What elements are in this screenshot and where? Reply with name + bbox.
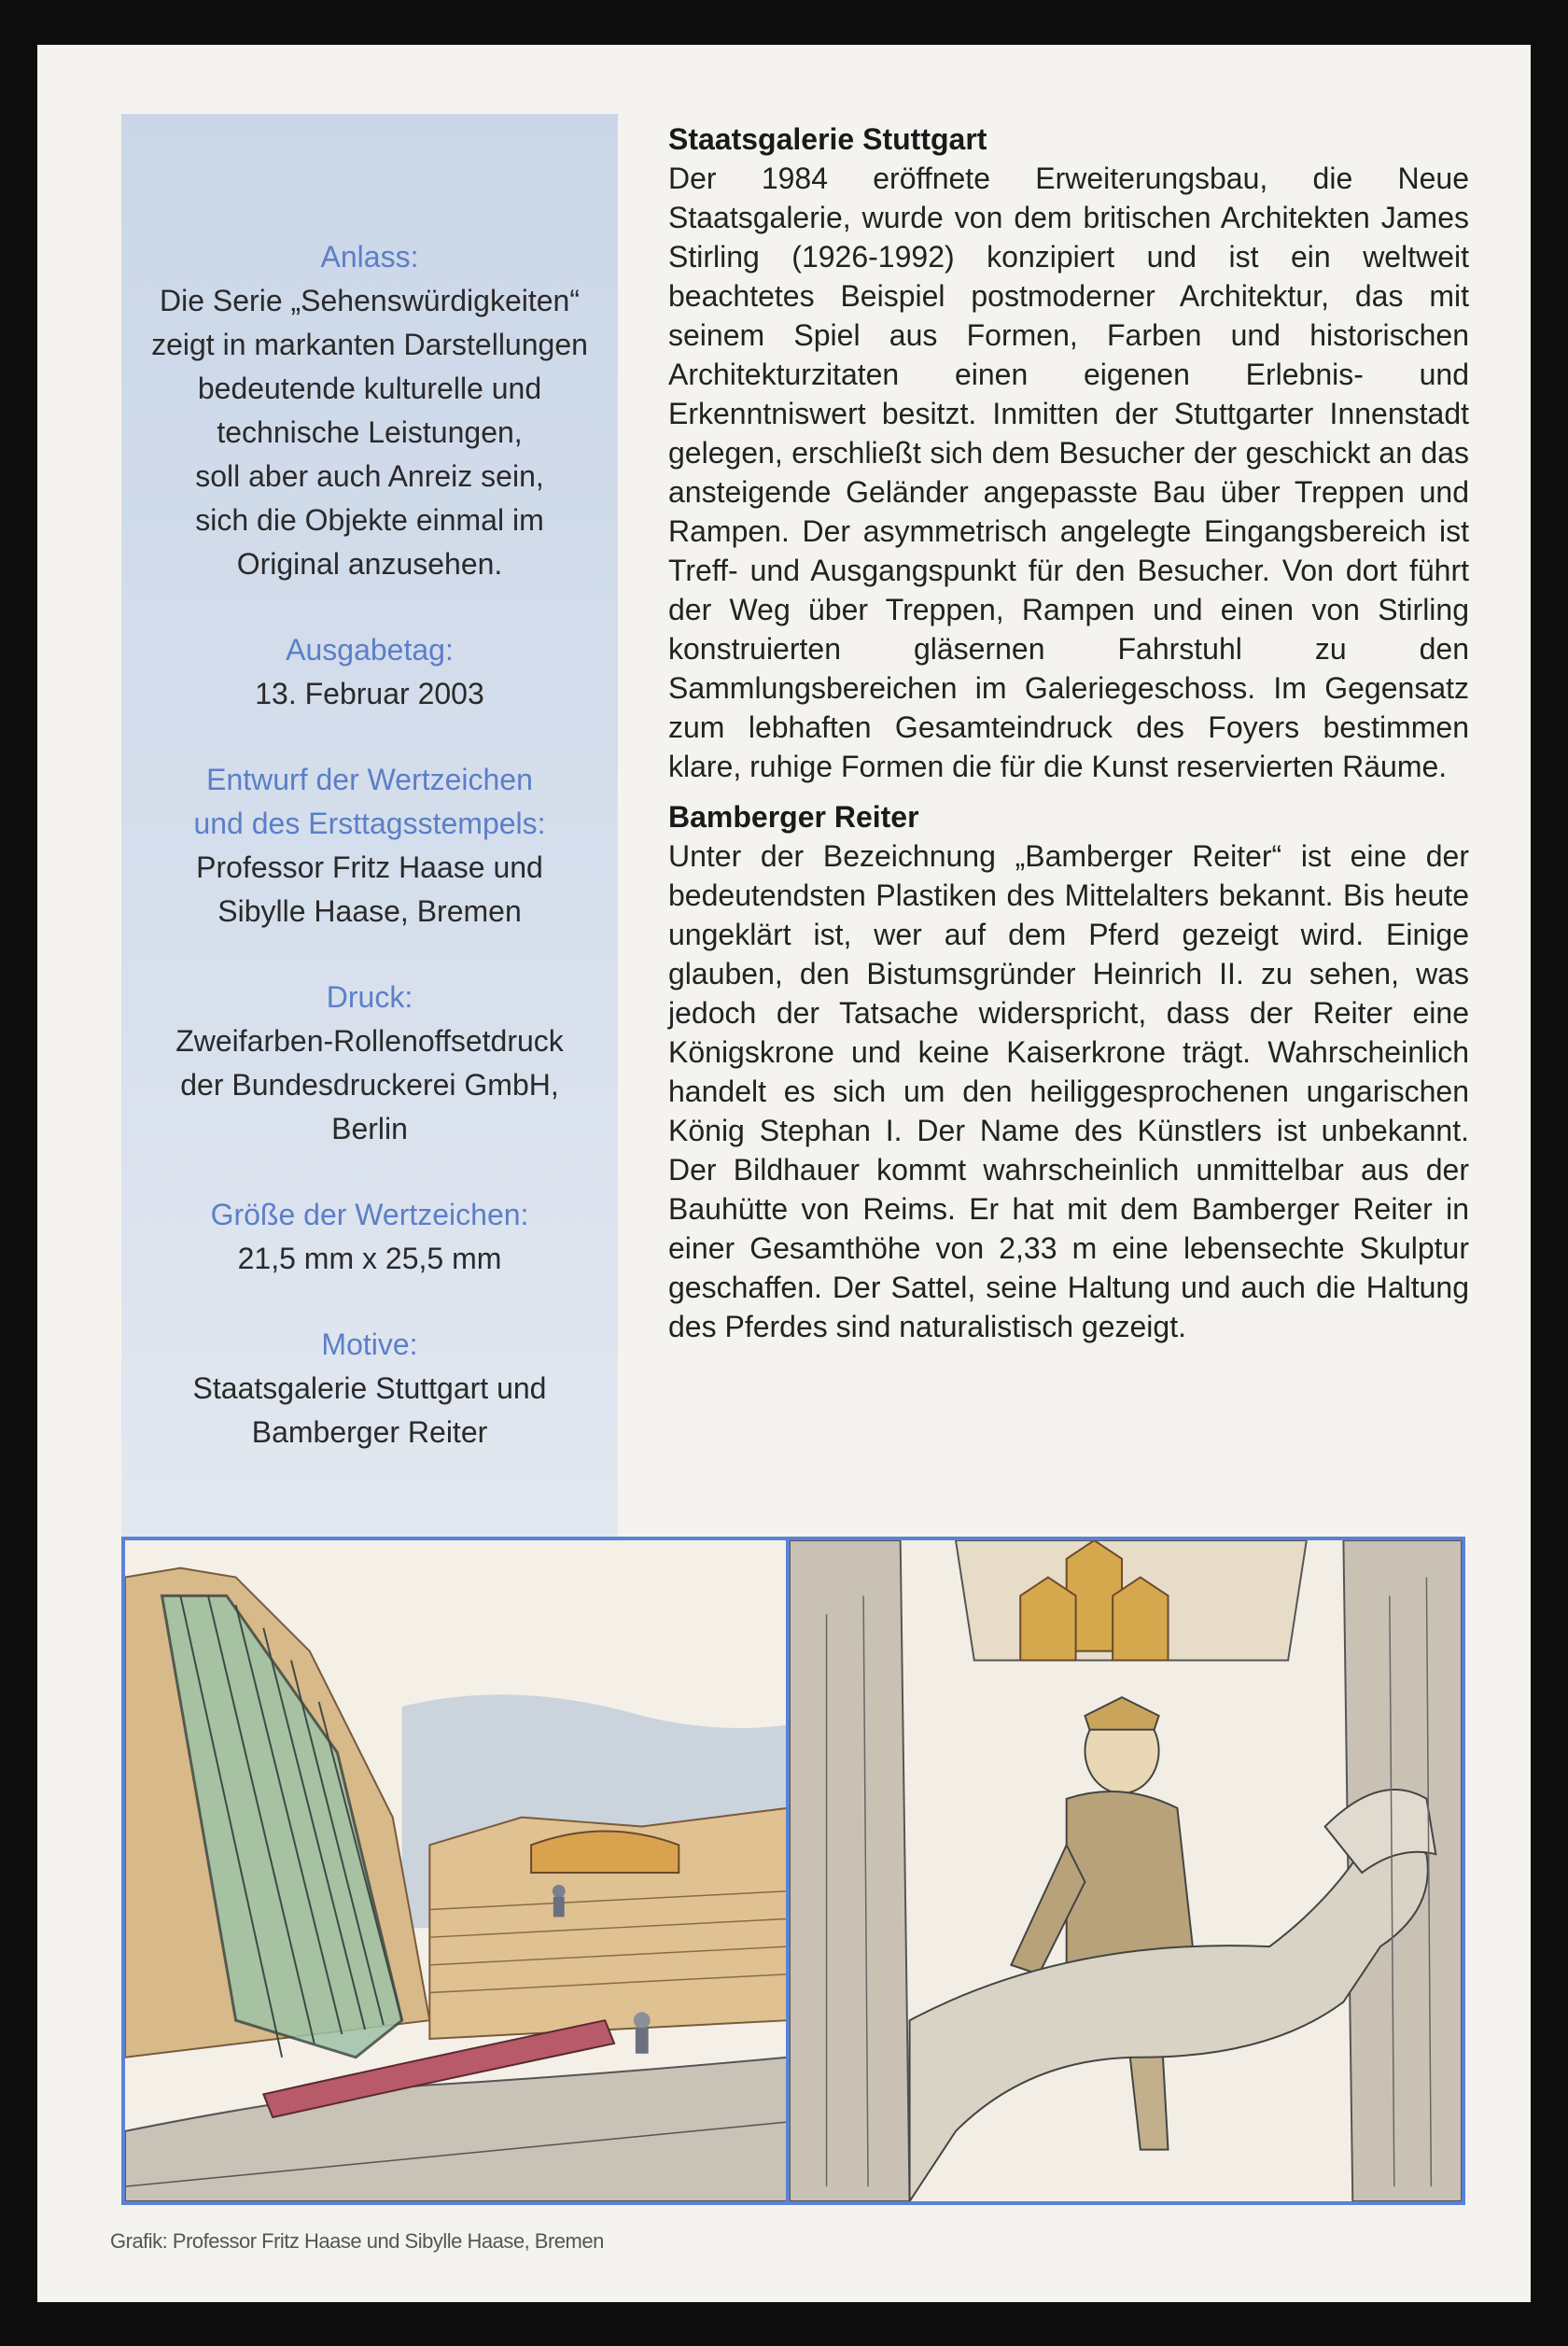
info-label: Druck: [326,980,413,1014]
bamberger-reiter-drawing [790,1540,1462,2201]
info-label: Ausgabetag: [286,633,454,667]
info-value: 13. Februar 2003 [255,677,484,710]
illustration-staatsgalerie [121,1537,791,2205]
section-text-bamberger: Unter der Bezeichnung „Bamberger Reiter“ ist eine der bedeutendsten Plastiken des Mittelalters bekannt. Bis heute ungeklärt ist, wer auf dem Pferd gezeigt wird. Einige glauben, den Bistumsgründer Heinrich II. zu sehen, was jedoch der Tatsache widerspricht, dass der Reiter eine Königskrone und keine Kaiserkrone trägt. Wahrscheinlich handelt es sich um den heiliggesprochenen ungarischen König Stephan I. Der Name des Künstlers ist unbekannt. Der Bildhauer kommt wahrscheinlich unmittelbar aus der Bauhütte von Reims. Er hat mit dem Bamberger Reiter in einer Gesamthöhe von 2,33 m eine lebensechte Skulptur geschaffen. Der Sattel, seine Haltung und auch die Haltung des Pferdes sind naturalistisch gezeigt. [668,839,1469,1343]
section-title-bamberger: Bamberger Reiter [668,800,919,834]
info-value: Zweifarben-Rollenoffsetdruck der Bundesdruckerei GmbH, Berlin [175,1024,564,1145]
illustration-bamberger-reiter [786,1537,1465,2205]
info-block-anlass [121,235,618,586]
info-block-motive [121,1323,618,1454]
info-value: Die Serie „Sehenswürdigkeiten“ zeigt in markanten Darstellungen bedeutende kulturelle und technische Leistungen, soll aber auch Anreiz sein, sich die Objekte einmal im Original anzusehen. [151,284,588,581]
info-block-groesse [121,1193,618,1281]
info-block-entwurf [121,758,618,934]
info-value: Professor Fritz Haase und Sibylle Haase, Bremen [196,850,543,928]
info-label: Größe der Wertzeichen: [210,1198,529,1231]
illustration-pair [121,1537,1465,2209]
staatsgalerie-drawing [125,1540,788,2201]
info-block-druck [121,976,618,1151]
info-sidebar [121,114,618,1596]
info-label: Motive: [321,1328,418,1361]
info-label: Entwurf der Wertzeichen und des Ersttagsstempels: [193,763,546,840]
document-page [37,45,1531,2302]
info-block-ausgabetag [121,628,618,716]
info-list [121,235,618,1496]
info-value: Staatsgalerie Stuttgart und Bamberger Reiter [192,1371,547,1449]
image-credit: Grafik: Professor Fritz Haase und Sibylle Haase, Bremen [110,2229,604,2253]
info-value: 21,5 mm x 25,5 mm [237,1242,502,1275]
section-text-staatsgalerie: Der 1984 eröffnete Erweiterungsbau, die Neue Staatsgalerie, wurde von dem britischen Architekten James Stirling (1926-1992) konzipiert und ist ein weltweit beachtetes Beispiel postmoderner Architektur, das mit seinem Spiel aus Formen, Farben und historischen Architekturzitaten einen eigenen Erlebnis- und Erkenntniswert besitzt. Inmitten der Stuttgarter Innenstadt gelegen, erschließt sich dem Besucher der geschickt an das ansteigende Geländer angepasste Bau über Treppen und Rampen. Der asymmetrisch angelegte Eingangsbereich ist Treff- und Ausgangspunkt für den Besucher. Von dort führt der Weg über Treppen, Rampen und einen von Stirling konstruierten gläsernen Fahrstuhl zu den Sammlungsbereichen im Galeriegeschoss. Im Gegensatz zum lebhaften Gesamteindruck des Foyers bestimmen klare, ruhige Formen die für die Kunst reservierten Räume. [668,162,1469,783]
section-title-staatsgalerie: Staatsgalerie Stuttgart [668,122,987,156]
article-body [668,119,1469,1357]
info-label: Anlass: [320,240,419,274]
